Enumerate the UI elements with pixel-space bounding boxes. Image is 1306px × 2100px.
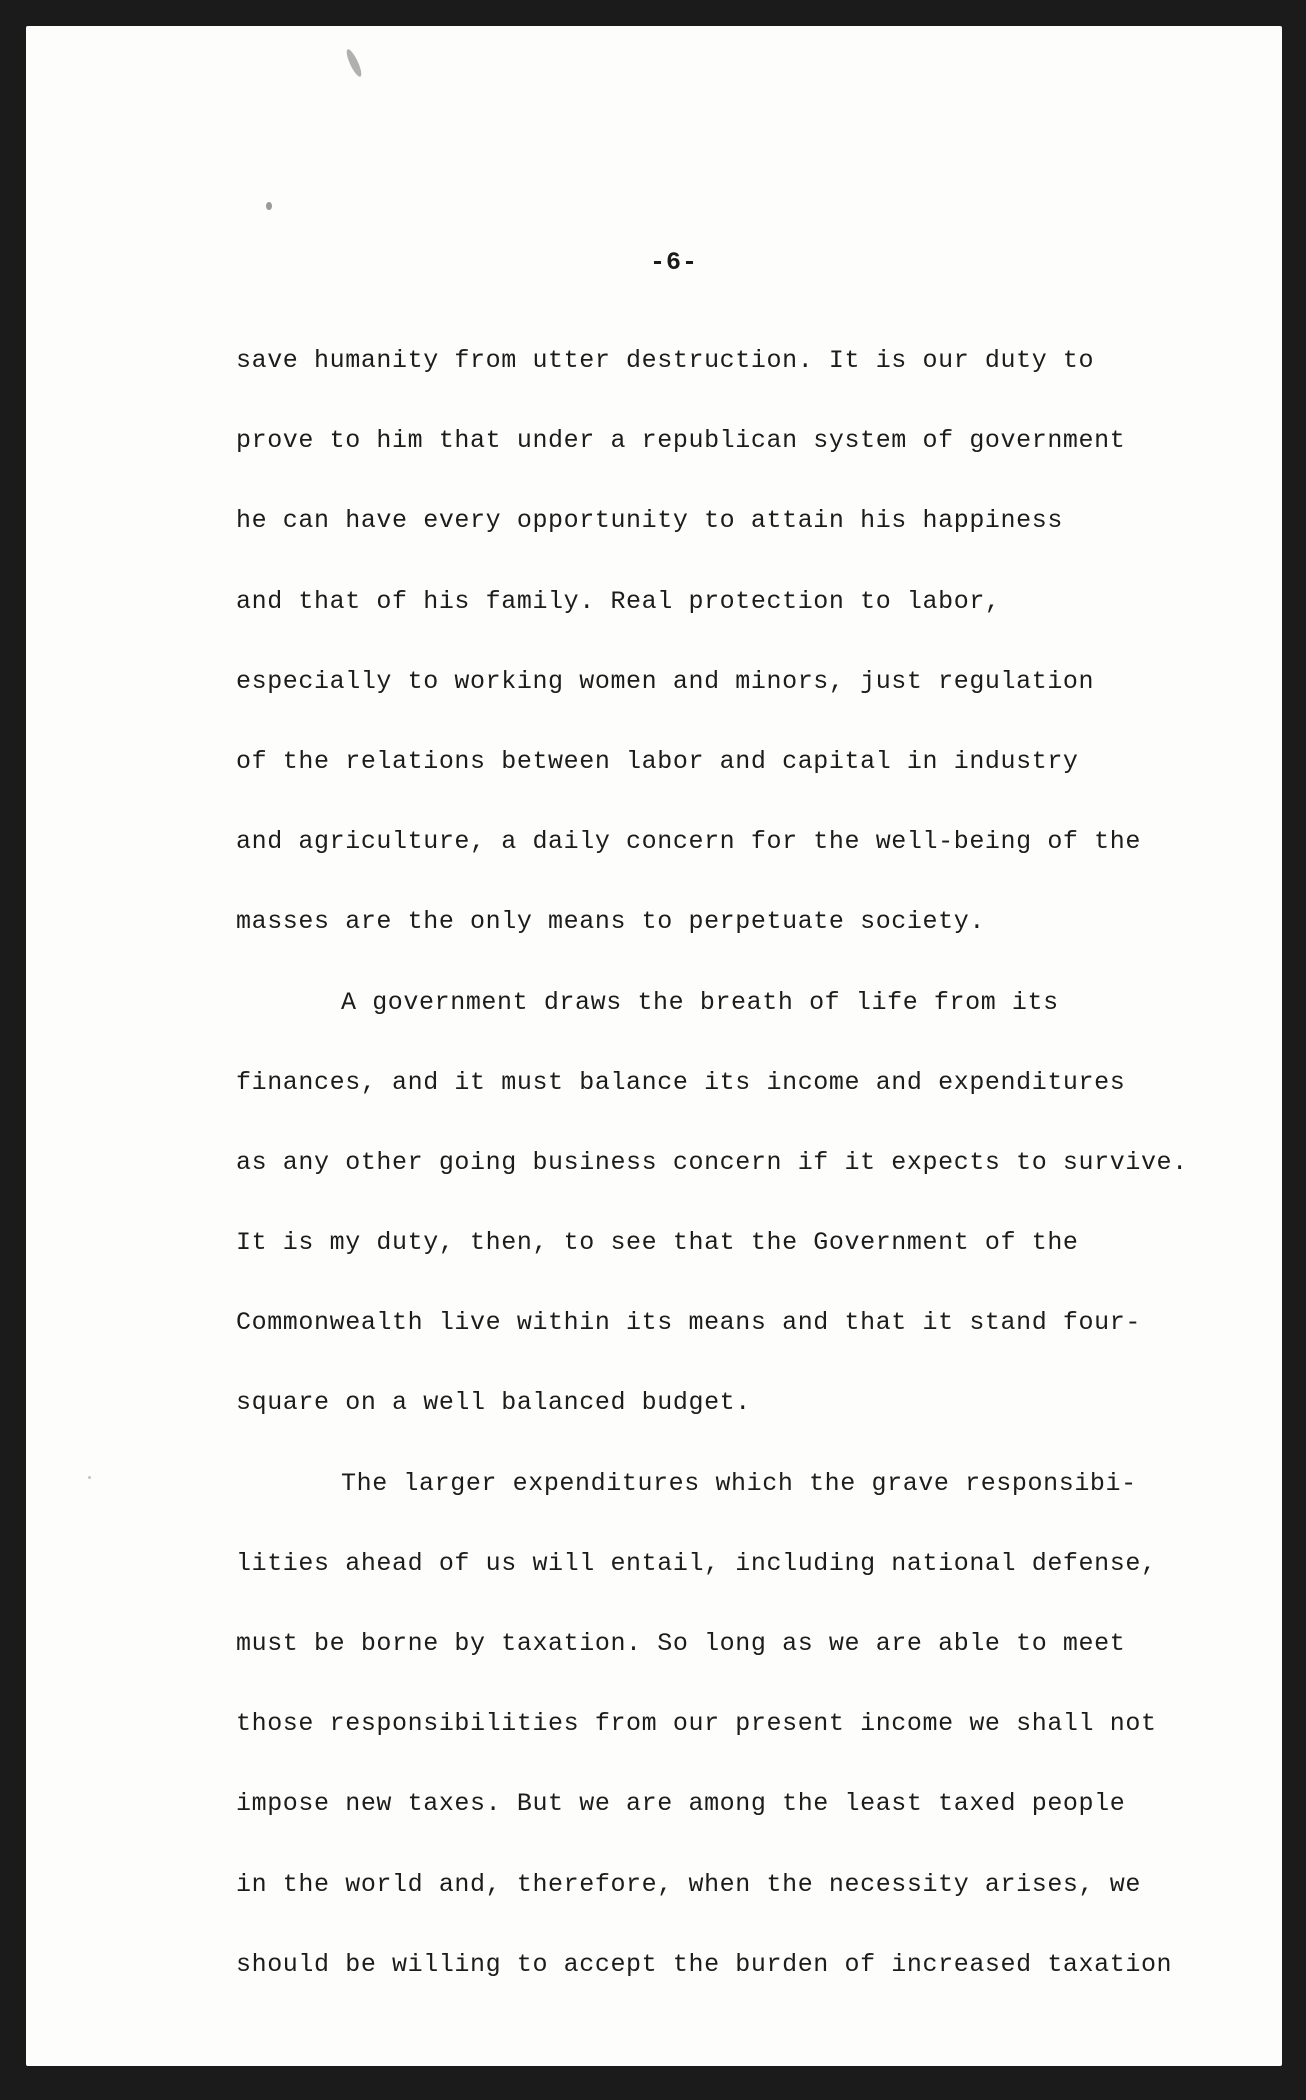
text-line: as any other going business concern if it expects to survive. bbox=[236, 1147, 1188, 1177]
text-line: should be willing to accept the burden of increased taxation bbox=[236, 1949, 1173, 1979]
text-line: in the world and, therefore, when the necessity arises, we bbox=[236, 1869, 1141, 1899]
text-line: Commonwealth live within its means and that it stand four- bbox=[236, 1308, 1141, 1338]
text-line: finances, and it must balance its income and expenditures bbox=[236, 1067, 1126, 1097]
text-line: prove to him that under a republican system of government bbox=[236, 426, 1126, 456]
text-line: lities ahead of us will entail, including national defense, bbox=[236, 1548, 1157, 1578]
text-line: must be borne by taxation. So long as we are able to meet bbox=[236, 1629, 1126, 1658]
document-page bbox=[26, 26, 1282, 2066]
paper-blemish bbox=[344, 48, 364, 79]
paragraph-start-line: A government draws the breath of life from its bbox=[341, 987, 1059, 1017]
paper-blemish bbox=[266, 202, 272, 210]
text-line: those responsibilities from our present income we shall not bbox=[236, 1709, 1157, 1739]
text-line: he can have every opportunity to attain his happiness bbox=[236, 506, 1063, 536]
text-line: of the relations between labor and capital in industry bbox=[236, 746, 1079, 776]
text-line: It is my duty, then, to see that the Government of the bbox=[236, 1228, 1079, 1258]
paper-blemish bbox=[88, 1476, 91, 1479]
text-line: especially to working women and minors, just regulation bbox=[236, 666, 1095, 696]
text-line: impose new taxes. But we are among the least taxed people bbox=[236, 1789, 1126, 1819]
paragraph-start-line: The larger expenditures which the grave responsibi- bbox=[341, 1468, 1137, 1498]
text-line: and agriculture, a daily concern for the well-being of the bbox=[236, 827, 1141, 857]
typed-body-text bbox=[236, 321, 1246, 2005]
text-line: and that of his family. Real protection to labor, bbox=[236, 586, 1001, 616]
text-line: square on a well balanced budget. bbox=[236, 1388, 751, 1418]
text-line: masses are the only means to perpetuate society. bbox=[236, 907, 985, 937]
page-number: -6- bbox=[649, 248, 698, 277]
text-line: save humanity from utter destruction. It is our duty to bbox=[236, 346, 1095, 375]
